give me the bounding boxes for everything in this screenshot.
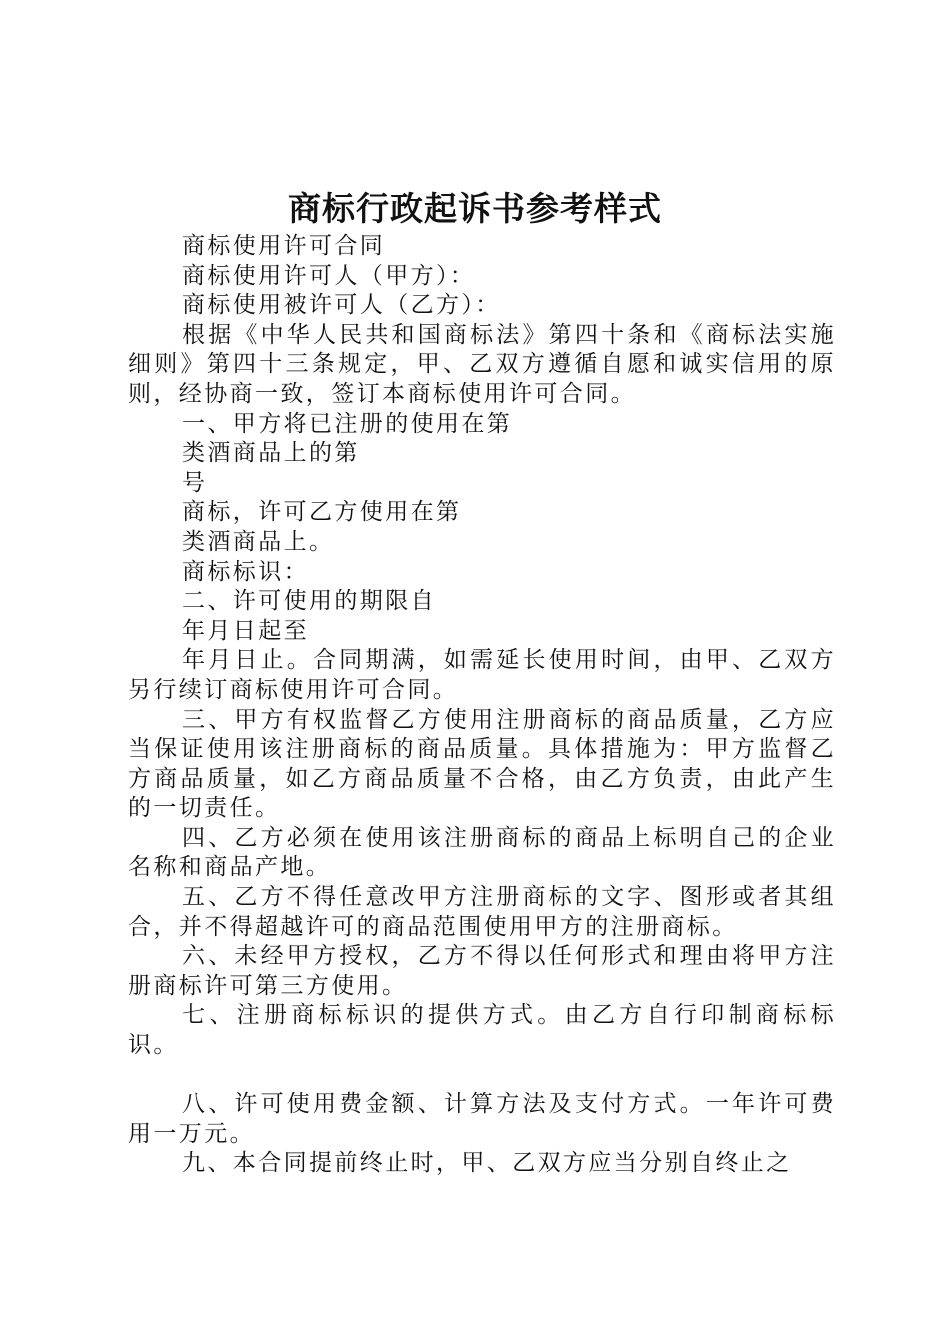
paragraph: 九、本合同提前终止时，甲、乙双方应当分别自终止之 — [182, 1150, 792, 1177]
paragraph: 根据《中华人民共和国商标法》第四十条和《商标法实施细则》第四十三条规定，甲、乙双方遵循自愿和诚实信用的原则，经协商一致，签订本商标使用许可合同。 — [128, 321, 836, 407]
paragraph: 类酒商品上的第 — [182, 440, 360, 467]
paragraph: 四、乙方必须在使用该注册商标的商品上标明自己的企业名称和商品产地。 — [128, 824, 836, 881]
paragraph: 商标标识： — [182, 558, 309, 585]
paragraph: 八、许可使用费金额、计算方法及支付方式。一年许可费用一万元。 — [128, 1091, 836, 1147]
blank-line — [128, 1061, 836, 1091]
paragraph: 商标使用被许可人（乙方）： — [182, 292, 501, 319]
paragraph: 年月日起至 — [182, 617, 309, 644]
paragraph: 商标，许可乙方使用在第 — [182, 499, 462, 526]
paragraph: 二、许可使用的期限自 — [182, 588, 436, 615]
paragraph: 七、注册商标标识的提供方式。由乙方自行印制商标标识。 — [128, 1002, 836, 1059]
paragraph: 商标使用许可人（甲方）： — [182, 262, 476, 289]
document-body — [128, 232, 836, 1179]
paragraph: 类酒商品上。 — [182, 528, 335, 555]
paragraph: 号 — [182, 469, 208, 496]
paragraph: 五、乙方不得任意改甲方注册商标的文字、图形或者其组合，并不得超越许可的商品范围使用甲方的注册商标。 — [128, 884, 836, 940]
paragraph: 三、甲方有权监督乙方使用注册商标的商品质量，乙方应当保证使用该注册商标的商品质量。具体措施为：甲方监督乙方商品质量，如乙方商品质量不合格，由乙方负责，由此产生的一切责任。 — [128, 706, 836, 822]
paragraph: 商标使用许可合同 — [182, 233, 386, 259]
paragraph: 一、甲方将已注册的使用在第 — [182, 410, 513, 437]
paragraph: 年月日止。合同期满，如需延长使用时间，由甲、乙双方另行续订商标使用许可合同。 — [128, 647, 836, 703]
document-title: 商标行政起诉书参考样式 — [288, 189, 662, 228]
paragraph: 六、未经甲方授权，乙方不得以任何形式和理由将甲方注册商标许可第三方使用。 — [128, 943, 836, 999]
